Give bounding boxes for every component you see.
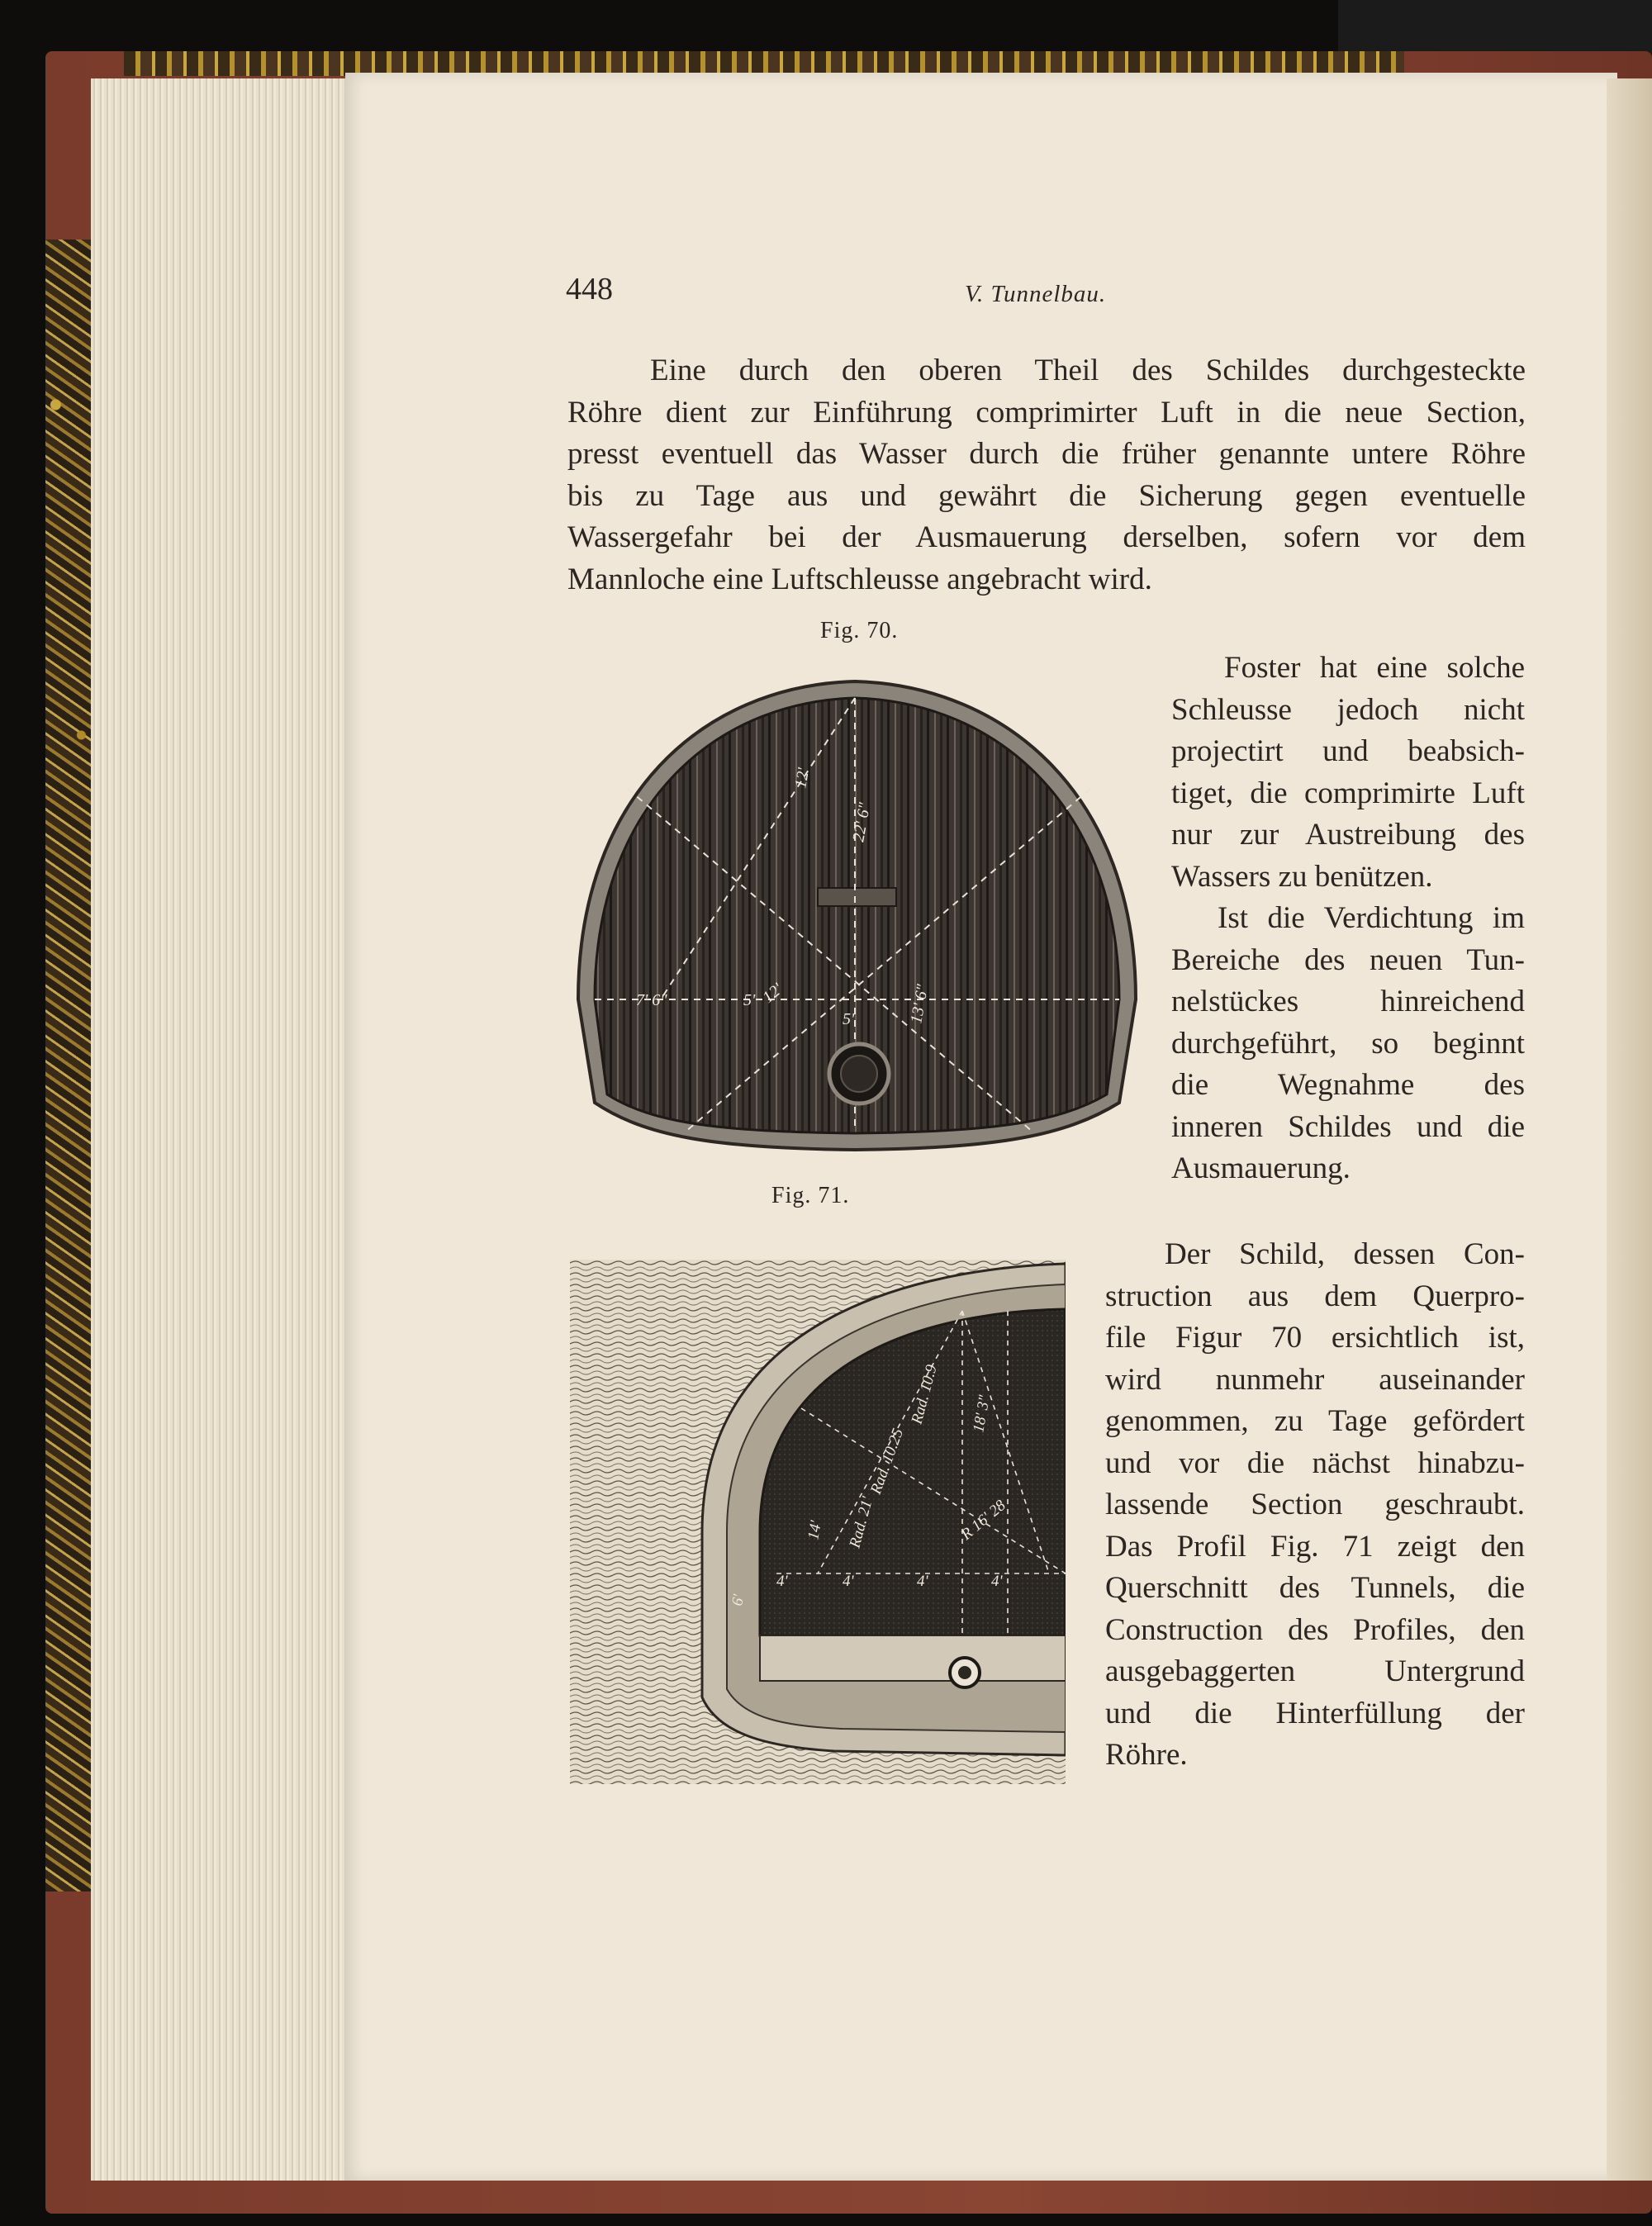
text-line: nur zur Austreibung des bbox=[1171, 818, 1525, 852]
figure-71-caption: Fig. 71. bbox=[771, 1183, 850, 1208]
dimension-label: 4' bbox=[843, 1573, 854, 1590]
paragraph-3 bbox=[1171, 898, 1525, 1190]
dimension-label: 14' bbox=[805, 1519, 825, 1541]
paragraph-4 bbox=[1105, 1234, 1525, 1777]
figure-70-caption: Fig. 70. bbox=[820, 618, 899, 643]
dimension-label: Rad. 10.9 bbox=[908, 1362, 941, 1426]
text-line: projectirt und beabsich- bbox=[1171, 734, 1525, 768]
facing-page-edge bbox=[1607, 78, 1652, 2181]
drain-pipe-core bbox=[958, 1666, 971, 1679]
dimension-label: 7' 6" bbox=[636, 991, 667, 1009]
text-line: Mannloche eine Luftschleusse angebracht wird. bbox=[567, 562, 1152, 596]
text-line: Wassers zu benützen. bbox=[1171, 859, 1433, 894]
marbled-edge bbox=[45, 240, 97, 1891]
text-line: Schleusse jedoch nicht bbox=[1171, 692, 1525, 727]
text-line: file Figur 70 ersichtlich ist, bbox=[1105, 1321, 1525, 1355]
text-line: Eine durch den oberen Theil des Schildes durchgesteckte bbox=[650, 354, 1526, 387]
paragraph-2 bbox=[1171, 648, 1525, 898]
running-title: V. Tunnelbau. bbox=[965, 281, 1107, 307]
text-line: lassende Section geschraubt. bbox=[1105, 1488, 1525, 1521]
dimension-label: 4' bbox=[917, 1573, 928, 1590]
text-line: Ausmauerung. bbox=[1171, 1151, 1351, 1185]
scan-corner bbox=[1338, 0, 1652, 58]
tunnel-invert bbox=[760, 1635, 1066, 1681]
text-line: Röhre dient zur Einführung comprimirter Luft in die neue Section, bbox=[567, 395, 1526, 430]
text-line: Das Profil Fig. 71 zeigt den bbox=[1105, 1529, 1525, 1564]
text-line: Construction des Profiles, den bbox=[1105, 1612, 1525, 1647]
dimension-label: Rad. 21' bbox=[846, 1494, 877, 1550]
dimension-label: 4' bbox=[991, 1573, 1003, 1590]
dimension-label: 12' bbox=[791, 767, 814, 790]
text-line: die Wegnahme des bbox=[1171, 1068, 1525, 1102]
page-number: 448 bbox=[566, 272, 613, 306]
text-line: wird nunmehr auseinander bbox=[1105, 1362, 1525, 1397]
dimension-label: R 16' 28 bbox=[957, 1497, 1009, 1544]
text-line: tiget, die comprimirte Luft bbox=[1171, 776, 1525, 810]
shield-crossbar bbox=[818, 888, 896, 906]
text-line: Foster hat eine solche bbox=[1224, 651, 1525, 685]
text-line: Bereiche des neuen Tun- bbox=[1171, 942, 1525, 977]
text-line: Wassergefahr bei der Ausmauerung derselben, sofern vor dem bbox=[567, 520, 1526, 554]
page-stack bbox=[91, 78, 347, 2181]
manhole-inner-ring bbox=[841, 1056, 877, 1092]
text-line: durchgeführt, so beginnt bbox=[1171, 1026, 1525, 1061]
text-line: Querschnitt des Tunnels, die bbox=[1105, 1571, 1525, 1605]
text-line: Ist die Verdichtung im bbox=[1218, 901, 1525, 935]
dimension-label: 18' 3" bbox=[970, 1393, 994, 1434]
text-line: nelstückes hinreichend bbox=[1171, 985, 1525, 1018]
dimension-label: 12' bbox=[759, 980, 786, 1007]
dimension-label: 5' bbox=[843, 1010, 855, 1028]
text-line: und die Hinterfüllung der bbox=[1105, 1696, 1525, 1730]
text-line: und vor die nächst hinabzu- bbox=[1105, 1445, 1525, 1480]
text-line: Röhre. bbox=[1105, 1738, 1188, 1772]
dimension-label: Rad. 10.25 bbox=[866, 1426, 908, 1497]
text-line: genommen, zu Tage gefördert bbox=[1105, 1404, 1525, 1438]
text-line: inneren Schildes und die bbox=[1171, 1109, 1525, 1144]
text-line: presst eventuell das Wasser durch die früher genannte untere Röhre bbox=[567, 437, 1526, 471]
text-line: struction aus dem Querpro- bbox=[1105, 1279, 1525, 1313]
figure-71-illustration bbox=[570, 1260, 1066, 1784]
dimension-label: 4' bbox=[776, 1573, 788, 1590]
text-line: Der Schild, dessen Con- bbox=[1165, 1237, 1525, 1271]
paragraph-1 bbox=[567, 350, 1526, 600]
figure-70-illustration bbox=[570, 673, 1140, 1169]
dimension-label: 22' 6" bbox=[849, 801, 875, 843]
dimension-label: 5' bbox=[743, 991, 756, 1009]
dimension-label: 13' 6" bbox=[907, 983, 933, 1025]
text-line: ausgebaggerten Untergrund bbox=[1105, 1654, 1525, 1688]
dimension-label: 6' bbox=[729, 1592, 748, 1607]
text-line: bis zu Tage aus und gewährt die Sicherung gegen eventuelle bbox=[567, 478, 1526, 513]
